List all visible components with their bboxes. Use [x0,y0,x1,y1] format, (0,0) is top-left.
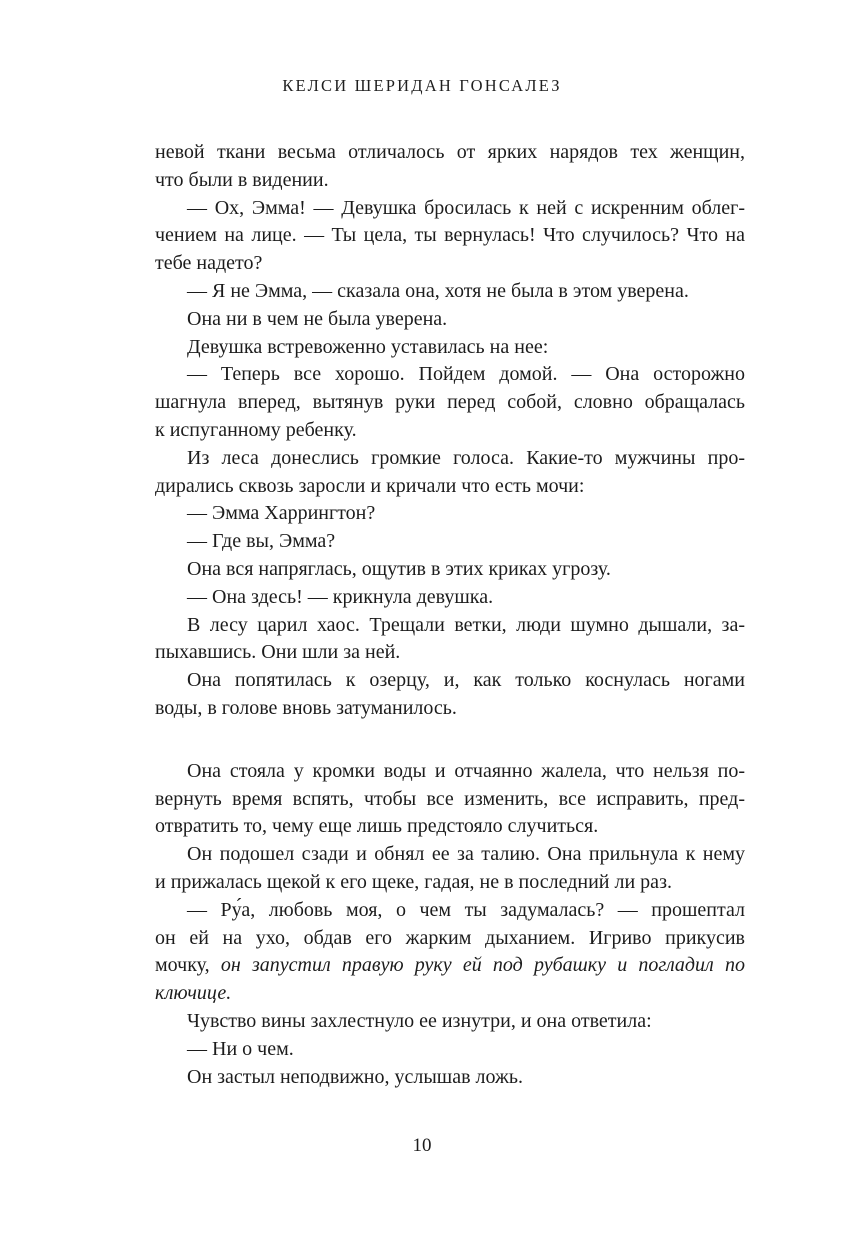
text-segment: тебе надето? [155,252,263,275]
text-line [155,584,745,612]
text-segment: Из леса донеслись громкие голоса. Какие-то мужчины про- [187,446,745,469]
text-line [155,786,745,814]
text-segment: отвратить то, чему еще лишь предстояло случиться. [155,815,599,838]
text-line [155,869,745,897]
text-line [155,250,745,278]
text-line [155,500,745,528]
text-line [155,925,745,953]
text-segment: — Она здесь! — крикнула девушка. [187,585,494,608]
text-segment: Она попятилась к озерцу, и, как только коснулась ногами [187,669,745,692]
text-segment: — Эмма Харрингтон? [187,502,376,525]
italic-text-segment: ключице. [155,982,232,1005]
text-line [155,139,745,167]
text-line [155,195,745,223]
text-line [155,639,745,667]
text-segment: Она вся напряглась, ощутив в этих криках угрозу. [187,557,611,580]
text-block [155,139,745,1091]
text-segment: что были в видении. [155,168,329,191]
text-segment: чением на лице. — Ты цела, ты вернулась! Что случилось? Что на [155,224,745,247]
text-segment: вернуть время вспять, чтобы все изменить, все исправить, пред- [155,787,745,810]
text-segment: шагнула вперед, вытянув руки перед собой, словно обращалась [155,391,745,414]
text-line [155,1036,745,1064]
text-line [155,980,745,1008]
text-line [155,445,745,473]
text-line [155,222,745,250]
text-line [155,952,745,980]
text-line [155,417,745,445]
text-segment: дирались сквозь заросли и кричали что есть мочи: [155,474,585,497]
text-segment: Она стояла у кромки воды и отчаянно жалела, что нельзя по- [187,759,745,782]
text-segment: воды, в голове вновь затуманилось. [155,696,457,719]
text-segment: В лесу царил хаос. Трещали ветки, люди шумно дышали, за- [187,613,745,636]
text-line [155,389,745,417]
text-segment: — Я не Эмма, — сказала она, хотя не была в этом уверена. [187,279,689,302]
text-segment: мочку, [155,954,221,977]
text-line [155,278,745,306]
text-segment: — Ох, Эмма! — Девушка бросилась к ней с искренним облег- [187,196,745,219]
text-line [155,556,745,584]
text-segment: к испуганному ребенку. [155,418,357,441]
text-segment: — Где вы, Эмма? [187,530,336,553]
text-line [155,841,745,869]
text-line [155,1008,745,1036]
scene-break [155,723,745,758]
text-line [155,667,745,695]
text-line [155,612,745,640]
text-line [155,167,745,195]
text-segment: Девушка встревоженно уставилась на нее: [187,335,549,358]
italic-text-segment: он запустил правую руку ей под рубашку и погладил по [220,954,745,977]
text-line [155,334,745,362]
text-segment: невой ткани весьма отличалось от ярких нарядов тех женщин, [155,141,745,163]
text-segment: и прижалась щекой к его щеке, гадая, не в последний ли раз. [155,870,672,893]
page-number: 10 [412,1135,432,1156]
text-segment: — Теперь все хорошо. Пойдем домой. — Она осторожно [187,363,745,386]
text-line [155,528,745,556]
text-segment: Она ни в чем не была уверена. [187,307,448,330]
text-segment: Чувство вины захлестнуло ее изнутри, и она ответила: [187,1009,652,1032]
text-line [155,1064,745,1092]
text-line [155,473,745,501]
text-segment: он ей на ухо, обдав его жарким дыханием. Игриво прикусив [155,926,745,949]
text-segment: Он застыл неподвижно, услышав ложь. [187,1065,523,1088]
text-segment: пыхавшись. Они шли за ней. [155,641,401,664]
text-line [155,897,745,925]
text-segment: Он подошел сзади и обнял ее за талию. Она прильнула к нему [187,843,745,866]
text-segment: — Ни о чем. [187,1037,294,1060]
text-line [155,758,745,786]
text-line [155,306,745,334]
text-segment: — Ру́а, любовь моя, о чем ты задумалась? — прошептал [187,898,745,921]
text-line [155,361,745,389]
text-line [155,695,745,723]
text-line [155,813,745,841]
running-header: КЕЛСИ ШЕРИДАН ГОНСАЛЕЗ [282,76,562,95]
